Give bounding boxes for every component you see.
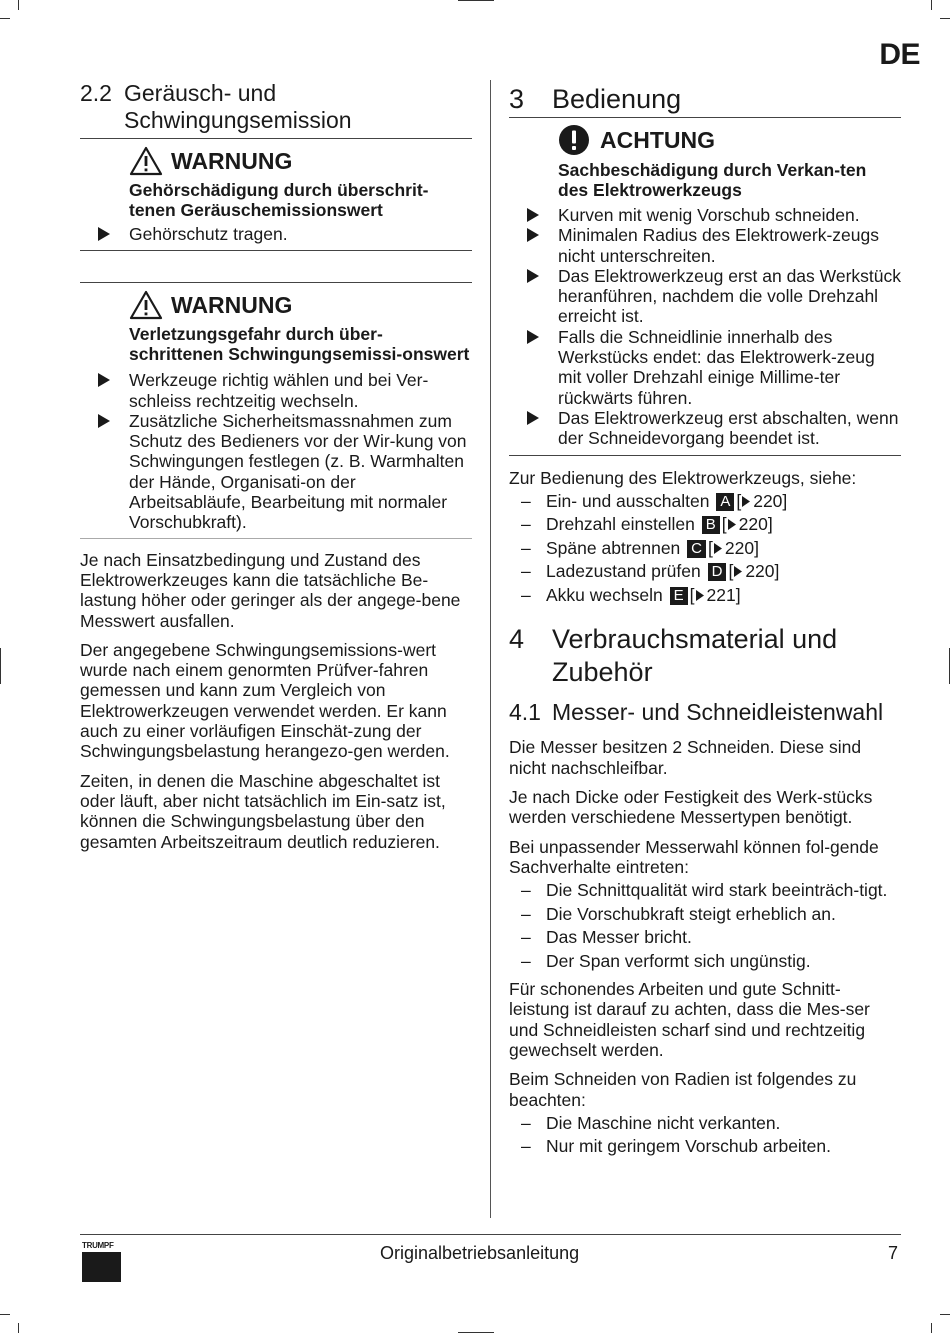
list-item-text: Gehörschutz tragen. [129, 224, 288, 244]
warning-triangle-icon [129, 146, 163, 176]
list-item [80, 411, 472, 533]
usage-item-text: Akku wechseln [546, 584, 663, 605]
page-ref[interactable]: 220 [745, 561, 775, 582]
crop-mark [0, 1314, 10, 1315]
list-item-text: Zusätzliche Sicherheitsmassnahmen zum Schutz des Bedieners vor der Wir-kung von Schwingungen festlegen (z. B. Warmhalten der Hände, Organisati-on der Arbeitsabläufe, Bearbeitung mit normaler Vorschubkraft). [129, 410, 467, 533]
list-item-text: Das Elektrowerkzeug erst abschalten, wenn der Schneidevorgang beendet ist. [558, 407, 899, 449]
arrow-bullet-icon [527, 330, 539, 344]
figure-badge: C [687, 540, 706, 558]
usage-item-text: Drehzahl einstellen [546, 514, 695, 535]
list-item-text: Kurven mit wenig Vorschub schneiden. [558, 205, 860, 225]
paragraph: Zur Bedienung des Elektrowerkzeugs, siehe: [509, 467, 857, 488]
crop-mark [940, 18, 950, 19]
page-number: 7 [887, 1243, 898, 1263]
warning-title [129, 290, 472, 320]
warning-block-vibration [129, 290, 472, 364]
arrow-bullet-icon [527, 228, 539, 242]
crop-mark [0, 648, 1, 684]
paragraph: Die Messer besitzen 2 Schneiden. Diese sind nicht nachschleifbar. [509, 737, 862, 778]
left-column [80, 80, 472, 852]
list-item [509, 225, 901, 266]
section-number: 3 [509, 84, 525, 114]
exclamation-circle-icon [558, 124, 590, 156]
arrow-bullet-icon [527, 411, 539, 425]
caution-subtitle: Sachbeschädigung durch Verkan-ten des Elektrowerkzeugs [558, 160, 867, 200]
crop-mark [18, 0, 19, 10]
figure-badge: E [670, 587, 688, 605]
list-item-text: Nur mit geringem Vorschub arbeiten. [546, 1136, 831, 1157]
list-item [80, 370, 472, 411]
usage-reference-item[interactable]: – Drehzahl einstellen B [ 220] [521, 514, 773, 535]
list-item-text: Werkzeuge richtig wählen und bei Ver-schleiss rechtzeitig wechseln. [129, 370, 429, 411]
list-item-text: Das Elektrowerkzeug erst an das Werkstück heranführen, nachdem die volle Drehzahl erreicht ist. [558, 265, 902, 327]
warning-label: WARNUNG [171, 148, 293, 174]
arrow-bullet-icon [527, 269, 539, 283]
usage-reference-list [509, 491, 901, 606]
list-item-text: Der Span verformt sich ungünstig. [546, 950, 811, 971]
figure-badge: B [702, 516, 720, 534]
warning-subtitle: Verletzungsgefahr durch über-schrittenen Schwingungsemissi-onswert [129, 324, 470, 365]
caution-label: ACHTUNG [600, 127, 715, 153]
list-item: – Das Messer bricht. [521, 927, 692, 948]
paragraph: Beim Schneiden von Radien ist folgendes zu beachten: [509, 1069, 857, 1110]
caution-title [558, 124, 901, 156]
list-item [509, 266, 901, 327]
logo-text: TRUMPF [82, 1241, 114, 1250]
footer-rule [80, 1234, 901, 1235]
section-title: Messer- und Schneidleistenwahl [552, 699, 884, 726]
list-item: – Der Span verformt sich ungünstig. [521, 950, 811, 971]
column-divider [490, 80, 491, 1218]
warning-triangle-icon [129, 290, 163, 320]
crop-mark [931, 0, 932, 10]
radius-list [509, 1113, 901, 1157]
paragraph: Der angegebene Schwingungsemissions-wert wurde nach einem genormten Prüfver-fahren gemessen und kann zum Vergleich von Elektrowerkzeugen verwendet werden. Er kann auch zu einer vorläufigen Einschät-zung der Schwingungsbelastung herangezo-gen werden. [80, 639, 450, 762]
usage-item-text: Ein- und ausschalten [546, 490, 710, 511]
warning-subtitle: Gehörschädigung durch überschrit-tenen Geräuschemissionswert [129, 180, 429, 220]
logo-block [82, 1252, 121, 1282]
warning-block-noise [129, 146, 472, 220]
divider [80, 250, 472, 251]
list-item [509, 327, 901, 408]
list-item-text: Das Messer bricht. [546, 927, 692, 948]
divider [80, 538, 472, 539]
warning-title [129, 146, 472, 176]
list-item: – Die Schnittqualität wird stark beeinträch-tigt. [521, 880, 888, 901]
paragraph: Bei unpassender Messerwahl können fol-gende Sachverhalte eintreten: [509, 836, 879, 877]
language-tag: DE [879, 38, 920, 71]
section-heading-4 [509, 623, 901, 689]
crop-mark [931, 1323, 932, 1333]
section-number: 2.2 [80, 80, 112, 106]
page-ref[interactable]: 220 [738, 514, 768, 535]
usage-item-text: Späne abtrennen [546, 537, 681, 558]
list-item-text: Die Maschine nicht verkanten. [546, 1112, 781, 1133]
section-title: Geräusch- und Schwingungsemission [124, 80, 352, 133]
consequence-list [509, 880, 901, 971]
list-item-text: Falls die Schneidlinie innerhalb des Werkstücks endet: das Elektrowerk-zeug mit voller Drehzahl einige Millime-ter rückwärts führen. [558, 326, 875, 408]
right-column [509, 80, 901, 1160]
page-ref-arrow-icon [734, 566, 742, 577]
page-ref-arrow-icon [696, 590, 704, 601]
bullet-list [80, 370, 472, 532]
usage-reference-item[interactable]: – Ein- und ausschalten A [ 220] [521, 490, 788, 511]
usage-item-text: Ladezustand prüfen [546, 561, 701, 582]
footer-title: Originalbetriebsanleitung [380, 1243, 580, 1263]
paragraph: Für schonendes Arbeiten und gute Schnitt-leistung ist darauf zu achten, dass die Mes-ser und Schneidleisten scharf sind und rechtzeitig gewechselt werden. [509, 979, 870, 1061]
section-number: 4 [509, 624, 525, 655]
usage-reference-item[interactable]: – Ladezustand prüfen D [ 220] [521, 561, 780, 582]
section-heading-3 [509, 80, 901, 118]
arrow-bullet-icon [98, 414, 110, 428]
crop-mark [940, 1314, 950, 1315]
paragraph: Je nach Dicke oder Festigkeit des Werk-stücks werden verschiedene Messertypen benötigt. [509, 786, 873, 828]
list-item [80, 224, 472, 244]
arrow-bullet-icon [527, 208, 539, 222]
page-ref[interactable]: 220 [724, 537, 755, 558]
list-item: – Die Vorschubkraft steigt erheblich an. [521, 903, 836, 924]
figure-badge: A [716, 493, 734, 511]
paragraph: Je nach Einsatzbedingung und Zustand des Elektrowerkzeuges kann die tatsächliche Be-lastung höher oder geringer als der angege-bene Messwert ausfallen. [80, 549, 461, 631]
arrow-bullet-icon [98, 373, 110, 387]
section-number: 4.1 [509, 699, 541, 726]
page-ref-arrow-icon [714, 543, 722, 554]
figure-badge: D [708, 563, 727, 581]
usage-reference-item[interactable]: – Späne abtrennen C [ 220] [521, 537, 759, 558]
list-item-text: Die Vorschubkraft steigt erheblich an. [546, 903, 836, 924]
list-item: – Nur mit geringem Vorschub arbeiten. [521, 1136, 831, 1157]
bullet-list [80, 224, 472, 244]
page-ref-arrow-icon [728, 519, 736, 530]
list-item [509, 408, 901, 449]
trumpf-logo [82, 1241, 122, 1282]
page-ref[interactable]: 220 [753, 490, 783, 511]
section-heading-2-2 [80, 80, 472, 139]
crop-mark [0, 18, 10, 19]
bullet-list [509, 205, 901, 449]
list-item [509, 205, 901, 225]
crop-mark [458, 0, 494, 1]
paragraph: Zeiten, in denen die Maschine abgeschaltet ist oder läuft, aber nicht tatsächlich im Ein-satz ist, können die Schwingungsbelastung über den gesamten Arbeitszeitraum deutlich reduzieren. [80, 770, 446, 852]
page-ref-arrow-icon [742, 496, 750, 507]
section-title: Verbrauchsmaterial und Zubehör [552, 624, 838, 688]
arrow-bullet-icon [98, 227, 110, 241]
list-item-text: Minimalen Radius des Elektrowerk-zeugs nicht unterschreiten. [558, 225, 879, 266]
warning-label: WARNUNG [171, 292, 293, 319]
crop-mark [18, 1323, 19, 1333]
section-heading-4-1 [509, 699, 901, 726]
divider [509, 455, 901, 456]
list-item: – Die Maschine nicht verkanten. [521, 1112, 781, 1133]
divider [80, 282, 472, 283]
caution-block [558, 124, 901, 200]
page-ref[interactable]: 221 [706, 584, 736, 605]
section-title: Bedienung [552, 84, 682, 114]
list-item-text: Die Schnittqualität wird stark beeinträch-tigt. [546, 880, 888, 901]
usage-reference-item[interactable]: – Akku wechseln E [ 221] [521, 584, 741, 605]
